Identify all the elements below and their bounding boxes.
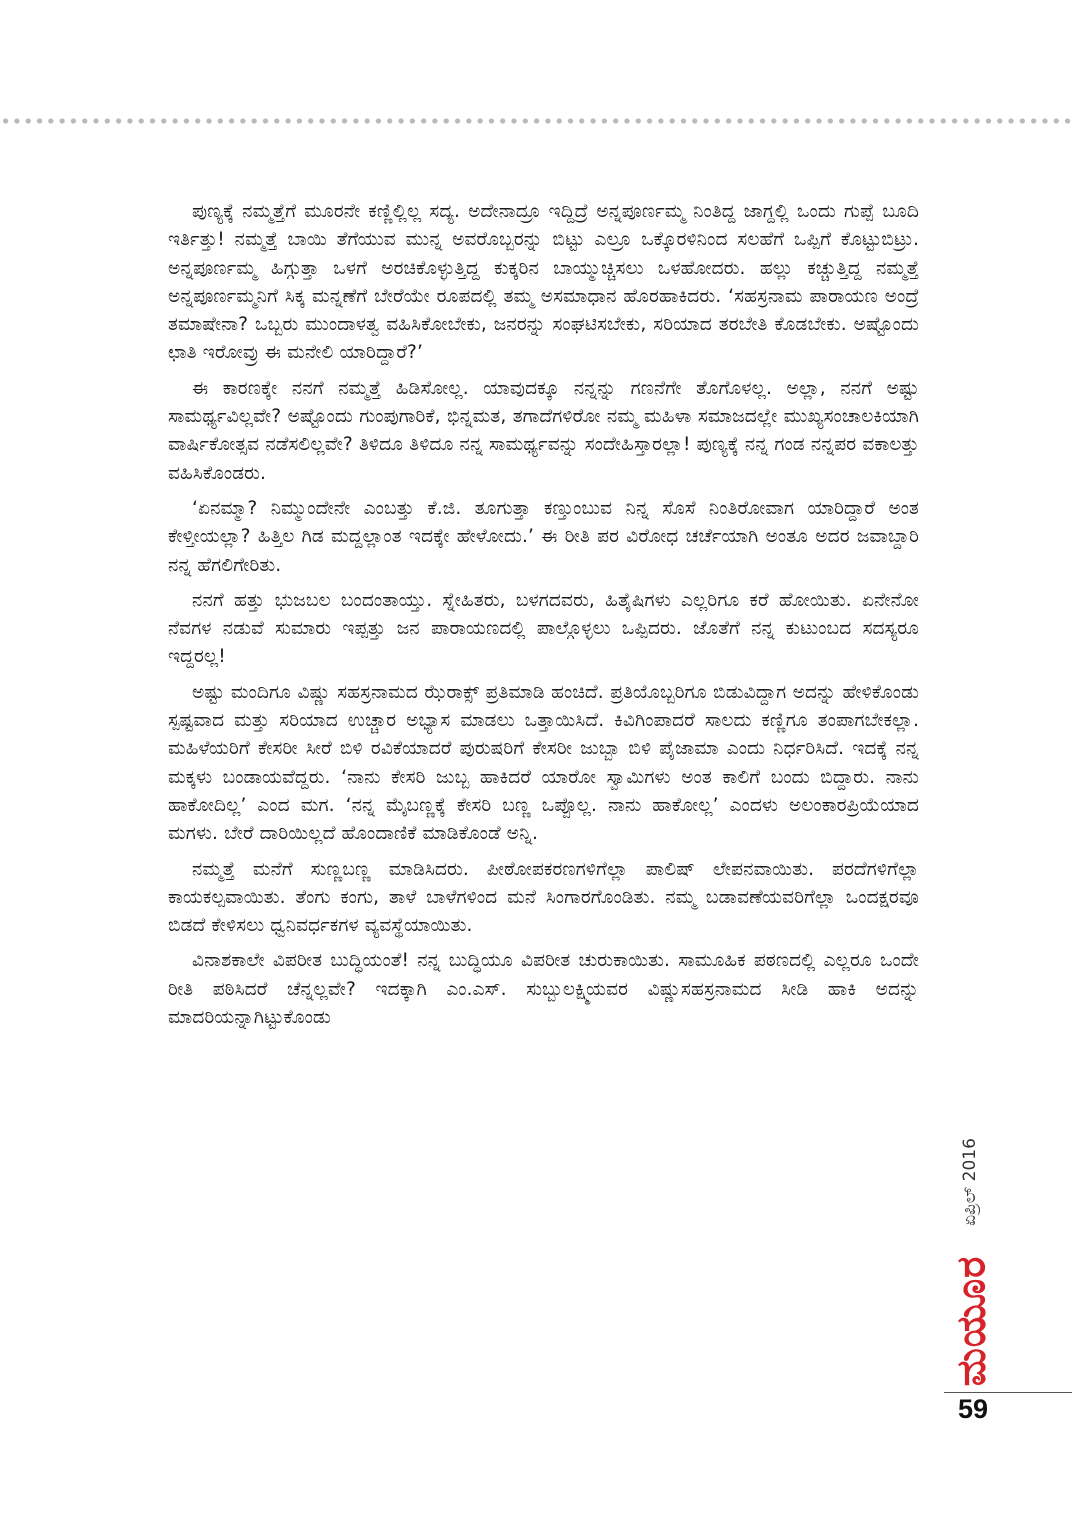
article-paragraph: ಅಷ್ಟು ಮಂದಿಗೂ ವಿಷ್ಣು ಸಹಸ್ರನಾಮದ ಝೆರಾಕ್ಸ್ ಪ್ರತಿಮಾಡಿ ಹಂಚಿದೆ. ಪ್ರತಿಯೊಬ್ಬರಿಗೂ ಬಿಡುವಿದ್ದಾಗ ಅದನ್ನು ಹೇಳಿಕೊಂಡು ಸ್ಪಷ್ಟವಾದ ಮತ್ತು ಸರಿಯಾದ ಉಚ್ಚಾರ ಅಭ್ಯಾಸ ಮಾಡಲು ಒತ್ತಾಯಿಸಿದೆ. ಕಿವಿಗಿಂಪಾದರೆ ಸಾಲದು ಕಣ್ಣಿಗೂ ತಂಪಾಗಬೇಕಲ್ಲಾ. ಮಹಿಳೆಯರಿಗೆ ಕೇಸರೀ ಸೀರೆ ಬಿಳಿ ರವಿಕೆಯಾದರೆ ಪುರುಷರಿಗೆ ಕೇಸರೀ ಜುಬ್ಬಾ ಬಿಳಿ ಪೈಜಾಮಾ ಎಂದು ನಿರ್ಧರಿಸಿದೆ. ಇದಕ್ಕೆ ನನ್ನ ಮಕ್ಕಳು ಬಂಡಾಯವೆದ್ದರು. ‘ನಾನು ಕೇಸರಿ ಜುಬ್ಬ ಹಾಕಿದರೆ ಯಾರೋ ಸ್ವಾಮಿಗಳು ಅಂತ ಕಾಲಿಗೆ ಬಂದು ಬಿದ್ದಾರು. ನಾನು ಹಾಕೋದಿಲ್ಲ’ ಎಂದ ಮಗ. ‘ನನ್ನ ಮೈಬಣ್ಣಕ್ಕೆ ಕೇಸರಿ ಬಣ್ಣ ಒಪ್ಪೊಲ್ಲ. ನಾನು ಹಾಕೋಲ್ಲ’ ಎಂದಳು ಅಲಂಕಾರಪ್ರಿಯೆಯಾದ ಮಗಳು. ಬೇರೆ ದಾರಿಯಿಲ್ಲದೆ ಹೊಂದಾಣಿಕೆ ಮಾಡಿಕೊಂಡೆ ಅನ್ನಿ. <box>168 681 919 845</box>
issue-date <box>950 1118 990 1246</box>
article-paragraph: ವಿನಾಶಕಾಲೇ ವಿಪರೀತ ಬುದ್ಧಿಯಂತೆ! ನನ್ನ ಬುದ್ಧಿಯೂ ವಿಪರೀತ ಚುರುಕಾಯಿತು. ಸಾಮೂಹಿಕ ಪಠಣದಲ್ಲಿ ಎಲ್ಲರೂ ಒಂದೇ ರೀತಿ ಪಠಿಸಿದರೆ ಚೆನ್ನಲ್ಲವೇ? ಇದಕ್ಕಾಗಿ ಎಂ.ಎಸ್. ಸುಬ್ಬುಲಕ್ಷ್ಮಿಯವರ ವಿಷ್ಣುಸಹಸ್ರನಾಮದ ಸೀಡಿ ಹಾಕಿ ಅದನ್ನು ಮಾದರಿಯನ್ನಾಗಿಟ್ಟುಕೊಂಡು <box>168 950 919 1029</box>
article-paragraph: ‘ಏನಮ್ಮಾ? ನಿಮ್ಮುಂದೇನೇ ಎಂಬತ್ತು ಕೆ.ಜಿ. ತೂಗುತ್ತಾ ಕಣ್ತುಂಬುವ ನಿನ್ನ ಸೊಸೆ ನಿಂತಿರೋವಾಗ ಯಾರಿದ್ದಾರೆ ಅಂತ ಕೇಳ್ತೀಯಲ್ಲಾ? ಹಿತ್ತಿಲ ಗಿಡ ಮದ್ದಲ್ಲಾಂತ ಇದಕ್ಕೇ ಹೇಳೋದು.’ ಈ ರೀತಿ ಪರ ವಿರೋಧ ಚರ್ಚೆಯಾಗಿ ಅಂತೂ ಅದರ ಜವಾಬ್ದಾರಿ ನನ್ನ ಹೆಗಲಿಗೇರಿತು. <box>168 497 919 576</box>
article-paragraph: ನನಗೆ ಹತ್ತು ಭುಜಬಲ ಬಂದಂತಾಯ್ತು. ಸ್ನೇಹಿತರು, ಬಳಗದವರು, ಹಿತೈಷಿಗಳು ಎಲ್ಲರಿಗೂ ಕರೆ ಹೋಯಿತು. ಏನೇನೋ ನೆವಗಳ ನಡುವೆ ಸುಮಾರು ಇಪ್ಪತ್ತು ಜನ ಪಾರಾಯಣದಲ್ಲಿ ಪಾಲ್ಗೊಳ್ಳಲು ಒಪ್ಪಿದರು. ಜೊತೆಗೆ ನನ್ನ ಕುಟುಂಬದ ಸದಸ್ಯರೂ ಇದ್ದರಲ್ಲ! <box>168 589 919 668</box>
article-paragraph: ನಮ್ಮತ್ತೆ ಮನೆಗೆ ಸುಣ್ಣಬಣ್ಣ ಮಾಡಿಸಿದರು. ಪೀಠೋಪಕರಣಗಳಿಗೆಲ್ಲಾ ಪಾಲಿಷ್ ಲೇಪನವಾಯಿತು. ಪರದೆಗಳಿಗೆಲ್ಲಾ ಕಾಯಕಲ್ಪವಾಯಿತು. ತೆಂಗು ಕಂಗು, ತಾಳೆ ಬಾಳೆಗಳಿಂದ ಮನೆ ಸಿಂಗಾರಗೊಂಡಿತು. ನಮ್ಮ ಬಡಾವಣೆಯವರಿಗೆಲ್ಲಾ ಒಂದಕ್ಷರವೂ ಬಿಡದೆ ಕೇಳಿಸಲು ಧ್ವನಿವರ್ಧಕಗಳ ವ್ಯವಸ್ಥೆಯಾಯಿತು. <box>168 858 919 937</box>
page-number: 59 <box>958 1394 989 1424</box>
top-dotted-rule <box>0 117 1072 125</box>
article-paragraph: ಈ ಕಾರಣಕ್ಕೇ ನನಗೆ ನಮ್ಮತ್ತೆ ಹಿಡಿಸೋಲ್ಲ. ಯಾವುದಕ್ಕೂ ನನ್ನನ್ನು ಗಣನೆಗೇ ತೊಗೊಳಲ್ಲ. ಅಲ್ಲಾ, ನನಗೆ ಅಷ್ಟು ಸಾಮರ್ಥ್ಯವಿಲ್ಲವೇ? ಅಷ್ಟೊಂದು ಗುಂಪುಗಾರಿಕೆ, ಭಿನ್ನಮತ, ತಗಾದೆಗಳಿರೋ ನಮ್ಮ ಮಹಿಳಾ ಸಮಾಜದಲ್ಲೇ ಮುಖ್ಯಸಂಚಾಲಕಿಯಾಗಿ ವಾರ್ಷಿಕೋತ್ಸವ ನಡೆಸಲಿಲ್ಲವೇ? ತಿಳಿದೂ ತಿಳಿದೂ ನನ್ನ ಸಾಮರ್ಥ್ಯವನ್ನು ಸಂದೇಹಿಸ್ತಾರಲ್ಲಾ! ಪುಣ್ಯಕ್ಕೆ ನನ್ನ ಗಂಡ ನನ್ನಪರ ವಕಾಲತ್ತು ವಹಿಸಿಕೊಂಡರು. <box>168 377 919 484</box>
article-paragraph: ಪುಣ್ಯಕ್ಕೆ ನಮ್ಮತ್ತೆಗೆ ಮೂರನೇ ಕಣ್ಣಿಲ್ಲಿಲ್ಲ ಸದ್ಯ. ಅದೇನಾದ್ರೂ ಇದ್ದಿದ್ರೆ ಅನ್ನಪೂರ್ಣಮ್ಮ ನಿಂತಿದ್ದ ಜಾಗ್ದಲ್ಲಿ ಒಂದು ಗುಪ್ಪೆ ಬೂದಿ ಇರ್ತಿತ್ತು! ನಮ್ಮತ್ತೆ ಬಾಯಿ ತೆಗೆಯುವ ಮುನ್ನ ಅವರೊಬ್ಬರನ್ನು ಬಿಟ್ಟು ಎಲ್ರೂ ಒಕ್ಕೊರಳಿನಿಂದ ಸಲಹೆಗೆ ಒಪ್ಪಿಗೆ ಕೊಟ್ಟುಬಿಟ್ರು. ಅನ್ನಪೂರ್ಣಮ್ಮ ಹಿಗ್ಗುತ್ತಾ ಒಳಗೆ ಅರಚಿಕೊಳ್ಳುತ್ತಿದ್ದ ಕುಕ್ಕರಿನ ಬಾಯ್ಮುಚ್ಚಿಸಲು ಒಳಹೋದರು. ಹಲ್ಲು ಕಚ್ಚುತ್ತಿದ್ದ ನಮ್ಮತ್ತೆ ಅನ್ನಪೂರ್ಣಮ್ಮನಿಗೆ ಸಿಕ್ಕ ಮನ್ನಣೆಗೆ ಬೇರೆಯೇ ರೂಪದಲ್ಲಿ ತಮ್ಮ ಅಸಮಾಧಾನ ಹೊರಹಾಕಿದರು. ‘ಸಹಸ್ರನಾಮ ಪಾರಾಯಣ ಅಂದ್ರೆ ತಮಾಷೇನಾ? ಒಬ್ಬರು ಮುಂದಾಳತ್ವ ವಹಿಸಿಕೋಬೇಕು, ಜನರನ್ನು ಸಂಘಟಿಸಬೇಕು, ಸರಿಯಾದ ತರಬೇತಿ ಕೊಡಬೇಕು. ಅಷ್ಟೊಂದು ಛಾತಿ ಇರೋವ್ರು ಈ ಮನೇಲಿ ಯಾರಿದ್ದಾರೆ?’ <box>168 201 919 364</box>
issue-date-text: ಏಪ್ರಿಲ್ 2016 <box>960 1138 980 1226</box>
magazine-logo-text: ಮಯೂರ <box>948 1256 994 1386</box>
magazine-logo <box>943 1256 999 1386</box>
page-number-rule <box>944 1392 1072 1393</box>
article-body <box>168 198 919 1408</box>
